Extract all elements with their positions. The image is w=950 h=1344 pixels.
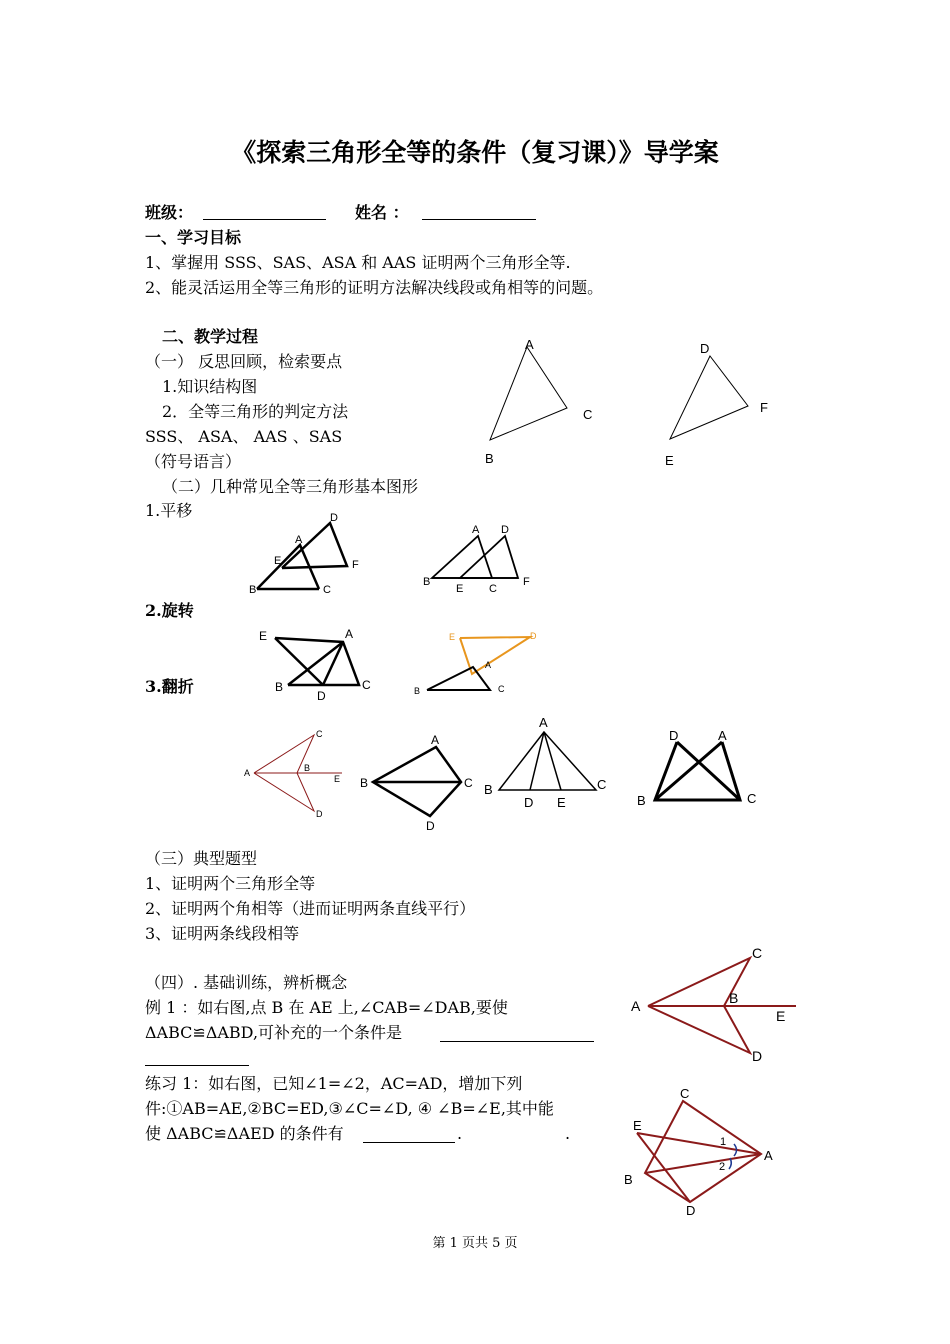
symbol-note: （符号语言）	[145, 452, 242, 471]
type-1: 1、证明两个三角形全等	[145, 874, 316, 893]
label-c: C	[498, 684, 505, 694]
goal-1: 1、掌握用 SSS、SAS、ASA 和 AAS 证明两个三角形全等.	[145, 253, 571, 272]
label-b: B	[485, 451, 494, 466]
label-a: A	[631, 998, 641, 1014]
label-b: B	[729, 990, 739, 1006]
label-c: C	[747, 791, 757, 806]
label-d: D	[317, 689, 326, 703]
label-b: B	[275, 680, 284, 694]
label-c: C	[583, 407, 593, 422]
example1-answer-blank[interactable]	[440, 1025, 594, 1042]
figure-flip-1	[242, 725, 352, 823]
label-b: B	[484, 782, 493, 797]
shape-flip-label: 3.翻折	[145, 677, 194, 696]
label-d: D	[700, 341, 710, 356]
label-a: A	[525, 337, 534, 352]
label-a: A	[345, 627, 354, 641]
label-e: E	[557, 795, 566, 810]
example1-line2: ΔABC≌ΔABD,可补充的一个条件是	[145, 1023, 403, 1042]
label-b: B	[249, 584, 257, 596]
label-c: C	[680, 1086, 690, 1101]
label-a: A	[764, 1148, 773, 1163]
figure-example1	[628, 943, 803, 1066]
label-e: E	[334, 774, 341, 784]
figure-flip-2	[358, 732, 483, 832]
figure-flip-3	[482, 710, 612, 812]
label-b: B	[637, 793, 646, 808]
figure-flip-4	[632, 725, 767, 810]
label-e: E	[665, 453, 674, 468]
label-e: E	[456, 583, 464, 595]
label-d: D	[316, 809, 323, 819]
label-a: A	[718, 728, 727, 743]
class-blank[interactable]	[203, 203, 326, 220]
label-f: F	[352, 559, 359, 571]
label-c: C	[752, 945, 763, 961]
part2-heading: （二）几种常见全等三角形基本图形	[162, 477, 419, 496]
shape-rotate-label: 2.旋转	[145, 601, 194, 620]
label-c: C	[362, 678, 371, 692]
shape-translate-label: 1.平移	[145, 501, 193, 520]
name-label: 姓名 ：	[355, 203, 409, 222]
label-a: A	[431, 733, 440, 747]
practice1-line1: 练习 1：如右图，已知∠1=∠2，AC=AD，增加下列	[145, 1074, 523, 1093]
label-c: C	[597, 777, 607, 792]
label-d: D	[426, 819, 435, 833]
label-angle-2: 2	[719, 1161, 726, 1173]
label-c: C	[489, 583, 497, 595]
section1-heading: 一、学习目标	[145, 228, 242, 247]
label-a: A	[539, 715, 548, 730]
figure-rotate-1	[255, 625, 380, 705]
triangle-abc	[490, 347, 567, 440]
label-a: A	[472, 524, 480, 536]
label-d: D	[524, 795, 534, 810]
figure-triangle-def	[660, 338, 780, 473]
figure-translate-1	[245, 508, 365, 600]
example1-answer-blank-cont[interactable]	[145, 1049, 249, 1066]
part1-item2: 2．全等三角形的判定方法	[162, 402, 349, 421]
label-angle-1: 1	[720, 1136, 727, 1148]
label-d: D	[501, 524, 509, 536]
goal-2: 2、能灵活运用全等三角形的证明方法解决线段或角相等的问题。	[145, 278, 604, 297]
label-b: B	[360, 776, 369, 790]
label-e: E	[274, 555, 282, 567]
label-a: A	[244, 768, 251, 778]
name-blank[interactable]	[422, 203, 536, 220]
type-2: 2、证明两个角相等（进而证明两条直线平行）	[145, 899, 476, 918]
class-label: 班级：	[145, 203, 194, 222]
part4-heading: （四）. 基础训练，辨析概念	[145, 973, 348, 992]
figure-triangle-abc	[480, 335, 600, 470]
label-b: B	[414, 686, 421, 696]
label-f: F	[523, 576, 530, 588]
type-3: 3、证明两条线段相等	[145, 924, 300, 943]
practice1-line3: 使 ΔABC≌ΔAED 的条件有	[145, 1124, 344, 1143]
label-d: D	[330, 512, 338, 524]
part3-heading: （三）典型题型	[145, 849, 258, 868]
practice1-end: .	[457, 1124, 463, 1143]
triangle-def	[670, 356, 748, 439]
section2-heading: 二、教学过程	[162, 327, 259, 346]
label-d: D	[530, 631, 537, 641]
label-a: A	[485, 660, 492, 670]
label-c: C	[316, 729, 323, 739]
figure-translate-2	[420, 518, 545, 598]
label-e: E	[449, 632, 456, 642]
practice1-dot: .	[565, 1124, 571, 1143]
label-e: E	[259, 629, 268, 643]
label-b: B	[624, 1172, 633, 1187]
part1-item1: 1.知识结构图	[162, 377, 258, 396]
label-f: F	[760, 400, 768, 415]
label-c: C	[464, 776, 473, 790]
label-b: B	[304, 763, 311, 773]
label-e: E	[633, 1118, 642, 1133]
label-c: C	[323, 584, 331, 596]
document-title: 《探索三角形全等的条件（复习课）》导学案	[231, 138, 719, 167]
practice1-answer-blank[interactable]	[363, 1126, 455, 1143]
label-d: D	[686, 1203, 696, 1218]
label-d: D	[669, 728, 679, 743]
label-b: B	[423, 576, 431, 588]
label-d: D	[752, 1048, 763, 1064]
label-a: A	[295, 534, 303, 546]
methods-line: SSS、 ASA、 AAS 、SAS	[145, 427, 343, 446]
label-e: E	[776, 1008, 786, 1024]
page-footer: 第 1 页共 5 页	[432, 1236, 518, 1251]
part1-heading: （一） 反思回顾，检索要点	[145, 352, 343, 371]
practice1-line2: 件:①AB=AE,②BC=ED,③∠C=∠D, ④ ∠B=∠E,其中能	[145, 1099, 554, 1118]
figure-rotate-2	[410, 628, 545, 698]
example1-line1: 例 1 ：如右图,点 B 在 AE 上,∠CAB=∠DAB,要使	[145, 998, 508, 1017]
figure-practice1	[620, 1083, 785, 1218]
